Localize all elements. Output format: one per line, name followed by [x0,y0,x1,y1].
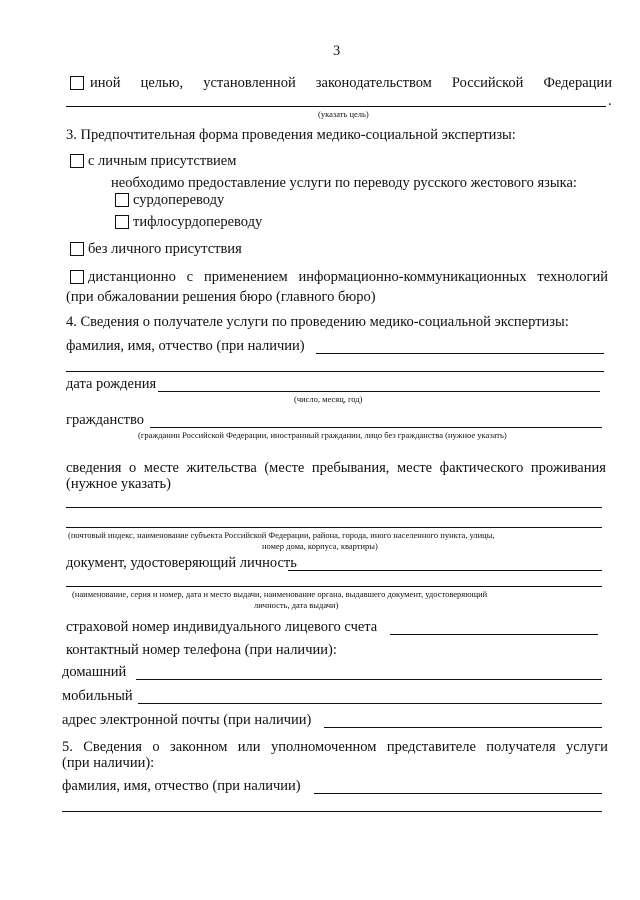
home-phone-line [136,679,602,680]
residence-line2 [66,527,602,528]
residence-word: жительства [186,460,257,476]
other-purpose-checkbox[interactable] [70,76,84,90]
other-purpose-label [90,76,612,92]
id-caption-line2: личность, дата выдачи) [254,600,339,610]
id-document-label: документ, удостоверяющий личность [66,555,297,571]
residence-line1 [66,507,602,508]
other-purpose-word: Федерации [543,75,612,91]
id-document-line1 [288,570,602,571]
phone-label: контактный номер телефона (при наличии): [66,642,337,658]
email-label: адрес электронной почты (при наличии) [62,712,312,728]
email-line [324,727,602,728]
representative-name-line2 [62,811,602,812]
id-document-input[interactable] [288,556,602,570]
section5-title-word: услуги [566,739,608,755]
remote-label [88,270,608,286]
in-person-checkbox[interactable] [70,154,84,168]
sign-translation-checkbox[interactable] [115,193,129,207]
snils-label: страховой номер индивидуального лицевого счета [66,619,378,635]
id-document-input-continued[interactable] [66,572,602,586]
remote-word: с [186,269,194,285]
section5-title-note: (при наличии): [62,755,155,771]
recipient-name-input[interactable] [316,339,604,353]
section5-title-word: о [152,739,160,755]
in-person-label: с личным присутствием [88,153,237,169]
section5-title-word: или [237,739,261,755]
representative-name-label: фамилия, имя, отчество (при наличии) [62,778,301,794]
other-purpose-word: Российской [451,75,524,91]
recipient-name-input-continued[interactable] [66,357,604,371]
sign-translation-label: сурдопереводу [133,192,225,208]
snils-line [390,634,598,635]
home-phone-input[interactable] [136,665,602,679]
residence-caption-line1: (почтовый индекс, наименование субъекта Российской Федерации, района, города, иного населенного пункта, улицы, [68,530,495,540]
mobile-phone-input[interactable] [138,689,602,703]
remote-word: информационно-коммуникационных [298,269,527,285]
remote-word: применением [203,269,288,285]
tactile-translation-label: тифлосурдопереводу [133,214,263,230]
residence-word: сведения [66,460,122,476]
purpose-caption: (указать цель) [318,109,369,119]
representative-name-input[interactable] [314,779,602,793]
citizenship-input[interactable] [150,413,602,427]
section5-title-word: получателя [486,739,556,755]
citizenship-line [150,427,602,428]
residence-label [66,461,606,477]
section5-title-word: представителе [386,739,476,755]
residence-word: месте [143,460,179,476]
dob-caption: (число, месяц, год) [294,394,363,404]
tactile-translation-checkbox[interactable] [115,215,129,229]
residence-word: пребывания, [311,460,390,476]
remote-checkbox[interactable] [70,270,84,284]
section5-title [62,740,608,756]
other-purpose-word: иной [90,75,121,91]
citizenship-label: гражданство [66,412,144,428]
mobile-phone-label: мобильный [62,688,133,704]
residence-word: о [129,460,137,476]
id-document-line2 [66,586,602,587]
section5-title-word: Сведения [83,739,142,755]
residence-note: (нужное указать) [66,476,171,492]
other-purpose-word: целью, [140,75,184,91]
mobile-phone-line [138,703,602,704]
email-input[interactable] [324,713,602,727]
translation-note: необходимо предоставление услуги по переводу русского жестового языка: [111,175,577,191]
dob-line [158,391,600,392]
other-purpose-word: установленной [203,75,296,91]
representative-name-input-continued[interactable] [62,797,602,811]
section3-title: 3. Предпочтительная форма проведения медико-социальной экспертизы: [66,127,516,143]
absentia-label: без личного присутствия [88,241,242,257]
representative-name-line1 [314,793,602,794]
snils-input[interactable] [390,620,598,634]
remote-word: технологий [537,269,608,285]
absentia-checkbox[interactable] [70,242,84,256]
section4-title: 4. Сведения о получателе услуги по проведению медико-социальной экспертизы: [66,314,569,330]
recipient-name-line2 [66,371,604,372]
recipient-name-line1 [316,353,604,354]
home-phone-label: домашний [62,664,127,680]
citizenship-caption: (гражданин Российской Федерации, иностранный гражданин, лицо без гражданства (нужное указать) [138,430,507,440]
residence-word: (месте [264,460,305,476]
other-purpose-field[interactable] [66,92,606,106]
dob-input[interactable] [158,377,600,391]
other-purpose-word: законодательством [315,75,432,91]
page-number: 3 [333,43,341,59]
section5-title-word: уполномоченном [270,739,377,755]
id-caption-line1: (наименование, серия и номер, дата и место выдачи, наименование органа, выдавшего документ, удостоверяющий [72,589,488,599]
residence-word: фактического [439,460,524,476]
dob-label: дата рождения [66,376,157,392]
residence-input[interactable] [66,493,602,507]
recipient-name-label: фамилия, имя, отчество (при наличии) [66,338,305,354]
remote-word: дистанционно [88,269,176,285]
trailing-period: . [608,93,612,109]
other-purpose-line [66,106,606,107]
residence-word: месте [396,460,433,476]
residence-caption-line2: номер дома, корпуса, квартиры) [262,541,378,551]
residence-input-continued[interactable] [66,513,602,527]
section5-title-word: 5. [62,739,73,755]
residence-word: проживания [530,460,606,476]
remote-appeal-note: (при обжаловании решения бюро (главного бюро) [66,289,376,305]
section5-title-word: законном [169,739,228,755]
